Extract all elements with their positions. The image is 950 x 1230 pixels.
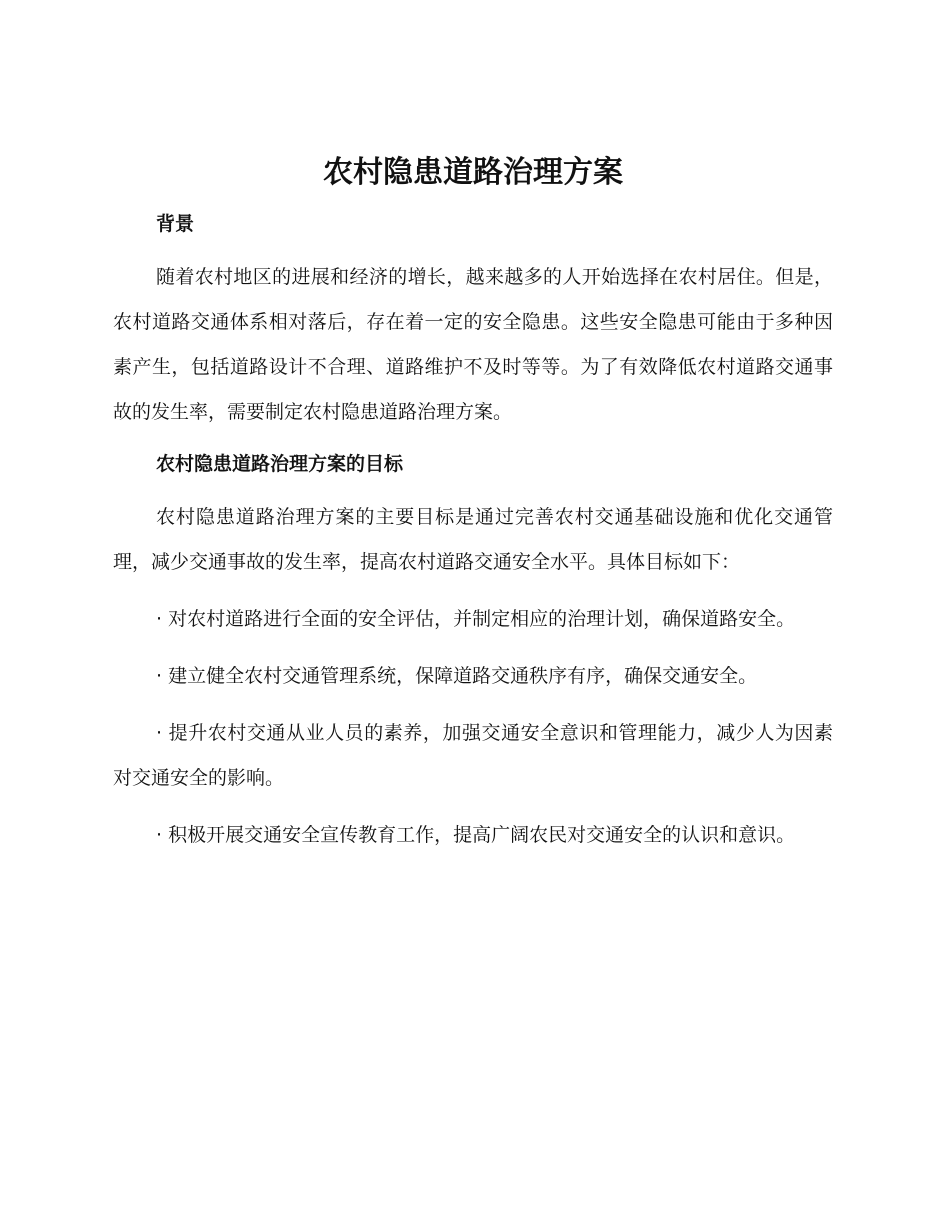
section-heading-goals: 农村隐患道路治理方案的目标 <box>156 453 404 475</box>
section-heading-background: 背景 <box>156 213 195 235</box>
goal-bullet-item: · 建立健全农村交通管理系统，保障道路交通秩序有序，确保交通安全。 <box>156 665 758 687</box>
document-page <box>113 150 833 858</box>
goal-bullet-item: · 积极开展交通安全宣传教育工作，提高广阔农民对交通安全的认识和意识。 <box>156 824 796 846</box>
goal-bullet-item: · 对农村道路进行全面的安全评估，并制定相应的治理计划，确保道路安全。 <box>156 608 796 630</box>
background-paragraph: 随着农村地区的进展和经济的增长，越来越多的人开始选择在农村居住。但是，农村道路交通体系相对落后，存在着一定的安全隐患。这些安全隐患可能由于多种因素产生，包括道路设计不合理、道路维护不及时等等。为了有效降低农村道路交通事故的发生率，需要制定农村隐患道路治理方案。 <box>113 266 833 423</box>
goal-bullet-item: · 提升农村交通从业人员的素养，加强交通安全意识和管理能力，减少人为因素对交通安全的影响。 <box>113 722 833 789</box>
page-title: 农村隐患道路治理方案 <box>323 155 623 190</box>
goals-intro-paragraph: 农村隐患道路治理方案的主要目标是通过完善农村交通基础设施和优化交通管理，减少交通事故的发生率，提高农村道路交通安全水平。具体目标如下： <box>113 506 833 573</box>
